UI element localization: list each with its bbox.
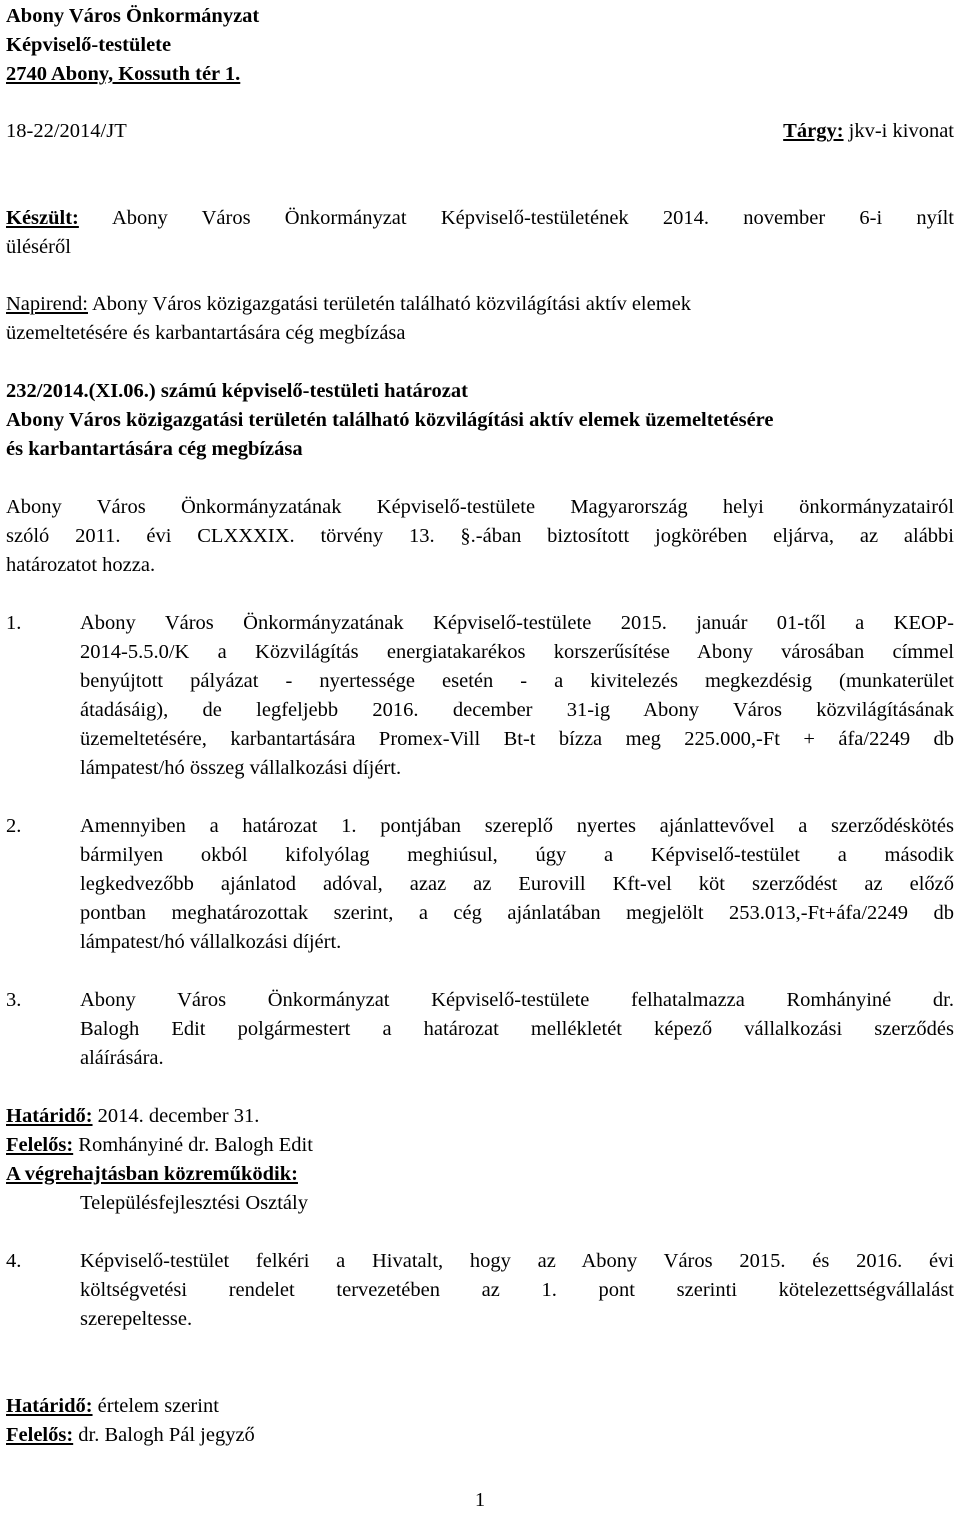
resolution-title-2: és karbantartására cég megbízása <box>6 438 303 460</box>
point-1-number: 1. <box>6 612 22 634</box>
intro-line-3: határozatot hozza. <box>6 554 156 576</box>
hatarido-value-2: értelem szerint <box>92 1395 219 1417</box>
resolution-title-1: Abony Város közigazgatási területén található közvilágítási aktív elemek üzemeltetésére <box>6 409 774 431</box>
point-3-line: Abony Város Önkormányzat Képviselő-testülete felhatalmazza Romhányiné dr. <box>80 989 954 1011</box>
felelos-label-1: Felelős: <box>6 1134 74 1156</box>
felelos-label-2: Felelős: <box>6 1424 74 1446</box>
felelos-line-2 <box>6 1421 255 1450</box>
point-1-line: üzemeltetésére, karbantartására Promex-Vill Bt-t bízza meg 225.000,-Ft + áfa/2249 db <box>80 728 954 750</box>
napirend-line-1 <box>6 290 691 319</box>
hatarido-line-1 <box>6 1102 259 1131</box>
point-2-line: lámpatest/hó vállalkozási díjért. <box>80 931 342 953</box>
intro-line-2: szóló 2011. évi CLXXXIX. törvény 13. §.-ában biztosított jogkörében eljárva, az alábbi <box>6 525 954 547</box>
header-line-1: Abony Város Önkormányzat <box>6 5 260 27</box>
point-1-line: átadásáig), de legfeljebb 2016. december 31-ig Abony Város közvilágításának <box>80 699 954 721</box>
vegrehajtas-value: Településfejlesztési Osztály <box>80 1192 308 1214</box>
point-1-line: Abony Város Önkormányzatának Képviselő-testülete 2015. január 01-től a KEOP- <box>80 612 954 634</box>
header-line-2: Képviselő-testülete <box>6 34 172 56</box>
hatarido-label-2: Határidő: <box>6 1395 93 1417</box>
keszult-line-2: üléséről <box>6 236 71 258</box>
point-3-line: Balogh Edit polgármestert a határozat mellékletét képező vállalkozási szerződés <box>80 1018 954 1040</box>
hatarido-line-2 <box>6 1392 219 1421</box>
point-3-line: aláírására. <box>80 1047 164 1069</box>
point-2-line: bármilyen okból kifolyólag meghiúsul, úgy a Képviselő-testület a második <box>80 844 954 866</box>
point-2-line: Amennyiben a határozat 1. pontjában szereplő nyertes ajánlattevővel a szerződéskötés <box>80 815 954 837</box>
reference-number: 18-22/2014/JT <box>6 120 127 142</box>
point-4-number: 4. <box>6 1250 22 1272</box>
subject-line <box>783 117 954 146</box>
point-4-line: szerepeltesse. <box>80 1308 193 1330</box>
napirend-label: Napirend: <box>6 293 88 315</box>
point-2-number: 2. <box>6 815 22 837</box>
keszult-label: Készült: <box>6 207 79 229</box>
vegrehajtas-label: A végrehajtásban közreműködik: <box>6 1163 298 1185</box>
napirend-line-2: üzemeltetésére és karbantartására cég megbízása <box>6 322 406 344</box>
point-1-line: lámpatest/hó összeg vállalkozási díjért. <box>80 757 402 779</box>
hatarido-value-1: 2014. december 31. <box>92 1105 260 1127</box>
point-1-line: 2014-5.5.0/K a Közvilágítás energiatakarékos korszerűsítése Abony városában címmel <box>80 641 954 663</box>
hatarido-label-1: Határidő: <box>6 1105 93 1127</box>
point-2-line: pontban meghatározottak szerint, a cég ajánlatában megjelölt 253.013,-Ft+áfa/2249 db <box>80 902 954 924</box>
felelos-line-1 <box>6 1131 313 1160</box>
point-4-line: költségvetési rendelet tervezetében az 1. pont szerinti kötelezettségvállalást <box>80 1279 954 1301</box>
point-2-line: legkedvezőbb ajánlatod adóval, azaz az Eurovill Kft-vel köt szerződést az előző <box>80 873 954 895</box>
resolution-number: 232/2014.(XI.06.) számú képviselő-testületi határozat <box>6 380 468 402</box>
felelos-value-2: dr. Balogh Pál jegyző <box>73 1424 255 1446</box>
felelos-value-1: Romhányiné dr. Balogh Edit <box>73 1134 313 1156</box>
point-1-line: benyújtott pályázat - nyertessége esetén - a kivitelezés megkezdésig (munkaterület <box>80 670 954 692</box>
keszult-line-1 <box>6 204 954 233</box>
subject-label: Tárgy: <box>783 120 844 142</box>
header-address: 2740 Abony, Kossuth tér 1. <box>6 63 241 85</box>
point-3-number: 3. <box>6 989 22 1011</box>
page-number: 1 <box>474 1489 486 1511</box>
subject-value: jkv-i kivonat <box>843 120 954 142</box>
intro-line-1: Abony Város Önkormányzatának Képviselő-testülete Magyarország helyi önkormányzatairól <box>6 496 954 518</box>
keszult-text-1: Abony Város Önkormányzat Képviselő-testületének 2014. november 6-i nyílt <box>78 207 954 229</box>
napirend-text-1: Abony Város közigazgatási területén található közvilágítási aktív elemek <box>87 293 692 315</box>
point-4-line: Képviselő-testület felkéri a Hivatalt, hogy az Abony Város 2015. és 2016. évi <box>80 1250 954 1272</box>
